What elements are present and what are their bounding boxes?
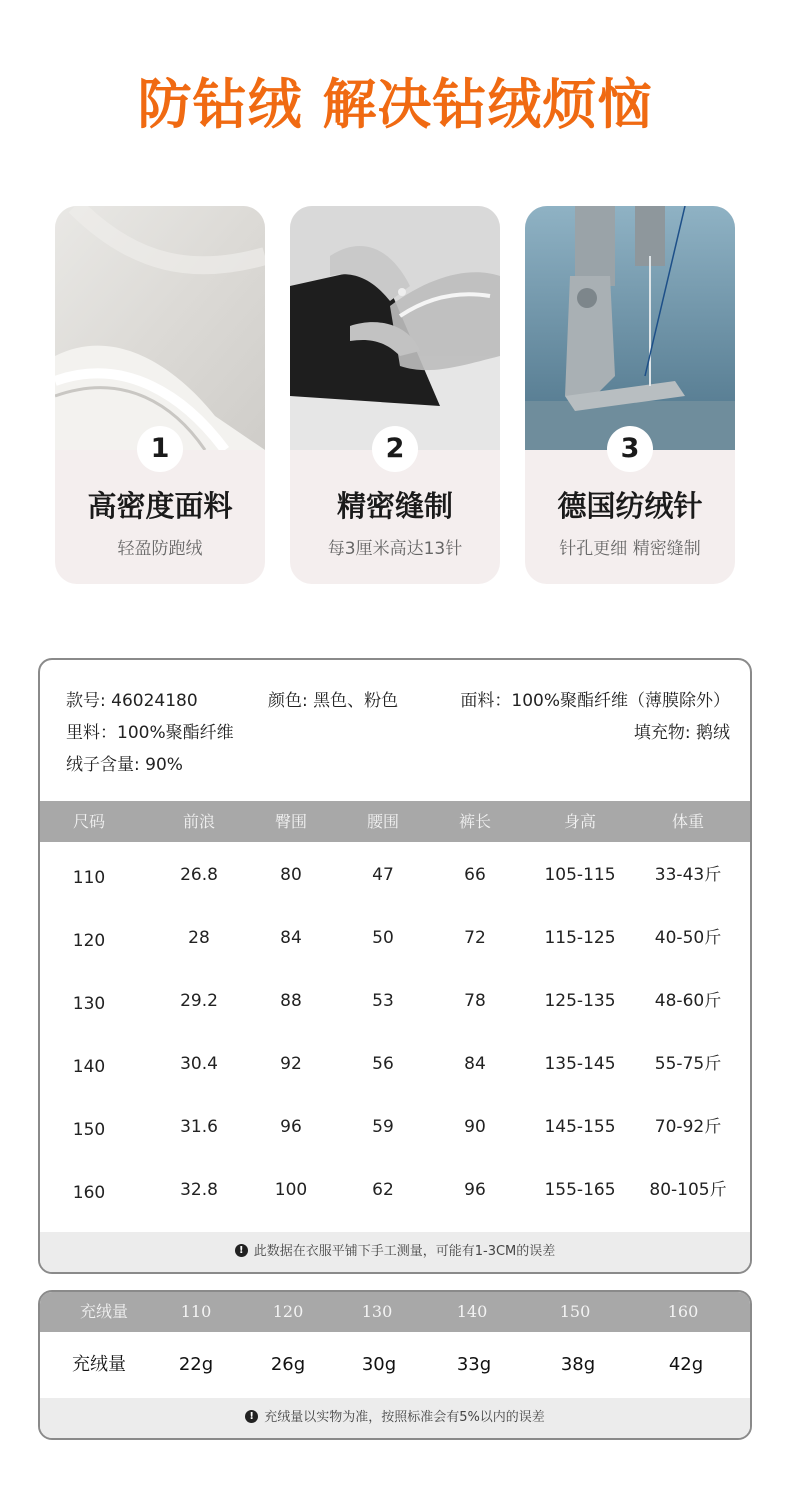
table-cell: 105-115 — [544, 865, 616, 885]
page-title: 防钻绒 解决钻绒烦恼 — [137, 73, 653, 136]
column-header: 充绒量 — [79, 1302, 128, 1321]
filling-info: 填充物: 鹅绒 — [633, 723, 730, 743]
note-text: 此数据在衣服平铺下手工测量，可能有1-3CM的误差 — [253, 1244, 556, 1259]
table-cell: 48-60斤 — [654, 991, 722, 1011]
column-header: 身高 — [563, 812, 596, 831]
table-cell: 56 — [372, 1054, 394, 1074]
table-cell: 47 — [372, 865, 394, 885]
feature-title: 高密度面料 — [87, 489, 233, 523]
feature-title: 德国纺绒针 — [557, 489, 703, 523]
fabric-info: 面料：100%聚酯纤维（薄膜除外） — [460, 691, 730, 711]
table-cell: 53 — [372, 991, 394, 1011]
table-cell: 90 — [464, 1117, 486, 1137]
table-cell: 135-145 — [544, 1054, 616, 1074]
table-row — [40, 1033, 750, 1096]
table-cell: 28 — [188, 928, 210, 948]
table-cell: 59 — [372, 1117, 394, 1137]
feature-card-fabric — [55, 206, 265, 584]
table-cell: 120 — [72, 931, 106, 951]
sewing-machine-photo — [525, 206, 735, 450]
feature-number: 2 — [372, 426, 418, 472]
table-cell: 78 — [464, 991, 486, 1011]
column-header: 腰围 — [366, 812, 399, 831]
table-cell: 33-43斤 — [654, 865, 722, 885]
style-number: 款号: 46024180 — [66, 691, 198, 711]
measurement-note — [40, 1232, 750, 1272]
lining-info: 里料：100%聚酯纤维 — [66, 723, 234, 743]
table-cell: 31.6 — [180, 1117, 218, 1137]
table-row — [40, 907, 750, 970]
table-cell: 70-92斤 — [654, 1117, 722, 1137]
feature-title: 精密缝制 — [336, 489, 453, 523]
column-header: 臀围 — [274, 812, 307, 831]
color-info: 颜色: 黑色、粉色 — [268, 691, 399, 711]
table-cell: 50 — [372, 928, 394, 948]
table-cell: 26g — [270, 1354, 306, 1375]
table-cell: 92 — [280, 1054, 302, 1074]
table-cell: 84 — [464, 1054, 486, 1074]
table-row — [40, 1096, 750, 1159]
table-cell: 115-125 — [544, 928, 616, 948]
table-cell: 29.2 — [180, 991, 218, 1011]
column-header: 裤长 — [458, 812, 491, 831]
table-cell: 62 — [372, 1180, 394, 1200]
exclamation-circle-icon: ! — [235, 1244, 248, 1257]
table-cell: 38g — [560, 1354, 596, 1375]
table-row — [40, 844, 750, 907]
size-chart — [38, 658, 752, 1274]
column-header: 140 — [456, 1302, 488, 1321]
column-header: 120 — [272, 1302, 304, 1321]
size-table-header — [40, 801, 750, 842]
column-header: 体重 — [671, 812, 704, 831]
table-cell: 32.8 — [180, 1180, 218, 1200]
table-cell: 160 — [72, 1183, 106, 1203]
table-cell: 22g — [178, 1354, 214, 1375]
stitching-photo — [290, 206, 500, 450]
feature-subtitle: 针孔更细 精密缝制 — [559, 539, 701, 559]
feature-card-needle — [525, 206, 735, 584]
table-cell: 155-165 — [544, 1180, 616, 1200]
column-header: 130 — [361, 1302, 393, 1321]
exclamation-circle-icon: ! — [245, 1410, 258, 1423]
table-row — [40, 1159, 750, 1222]
note-text: 充绒量以实物为准，按照标准会有5%以内的误差 — [264, 1410, 545, 1425]
feature-number: 3 — [607, 426, 653, 472]
table-cell: 145-155 — [544, 1117, 616, 1137]
feature-subtitle: 轻盈防跑绒 — [117, 539, 203, 559]
table-cell: 84 — [280, 928, 302, 948]
fill-amount-table — [38, 1290, 752, 1440]
table-cell: 80-105斤 — [649, 1180, 727, 1200]
feature-subtitle: 每3厘米高达13针 — [327, 539, 463, 559]
fill-note — [40, 1398, 750, 1438]
table-cell: 30g — [361, 1354, 397, 1375]
table-cell: 55-75斤 — [654, 1054, 722, 1074]
table-cell: 40-50斤 — [654, 928, 722, 948]
column-header: 前浪 — [182, 812, 215, 831]
table-cell: 140 — [72, 1057, 106, 1077]
column-header: 150 — [559, 1302, 591, 1321]
feature-card-stitching — [290, 206, 500, 584]
fabric-photo — [55, 206, 265, 450]
table-row — [40, 1332, 750, 1398]
table-cell: 充绒量 — [72, 1354, 126, 1375]
table-cell: 96 — [464, 1180, 486, 1200]
down-content-info: 绒子含量: 90% — [66, 755, 183, 775]
table-cell: 125-135 — [544, 991, 616, 1011]
table-cell: 33g — [456, 1354, 492, 1375]
table-cell: 26.8 — [180, 865, 218, 885]
table-cell: 130 — [72, 994, 106, 1014]
column-header: 尺码 — [72, 812, 105, 831]
column-header: 160 — [667, 1302, 699, 1321]
feature-number: 1 — [137, 426, 183, 472]
table-cell: 80 — [280, 865, 302, 885]
table-cell: 30.4 — [180, 1054, 218, 1074]
table-cell: 72 — [464, 928, 486, 948]
table-cell: 150 — [72, 1120, 106, 1140]
table-cell: 110 — [72, 868, 106, 888]
table-cell: 100 — [274, 1180, 308, 1200]
feature-cards — [55, 206, 735, 584]
table-cell: 66 — [464, 865, 486, 885]
table-cell: 42g — [668, 1354, 704, 1375]
fill-table-header — [40, 1292, 750, 1332]
table-cell: 96 — [280, 1117, 302, 1137]
table-cell: 88 — [280, 991, 302, 1011]
table-row — [40, 970, 750, 1033]
column-header: 110 — [180, 1302, 212, 1321]
